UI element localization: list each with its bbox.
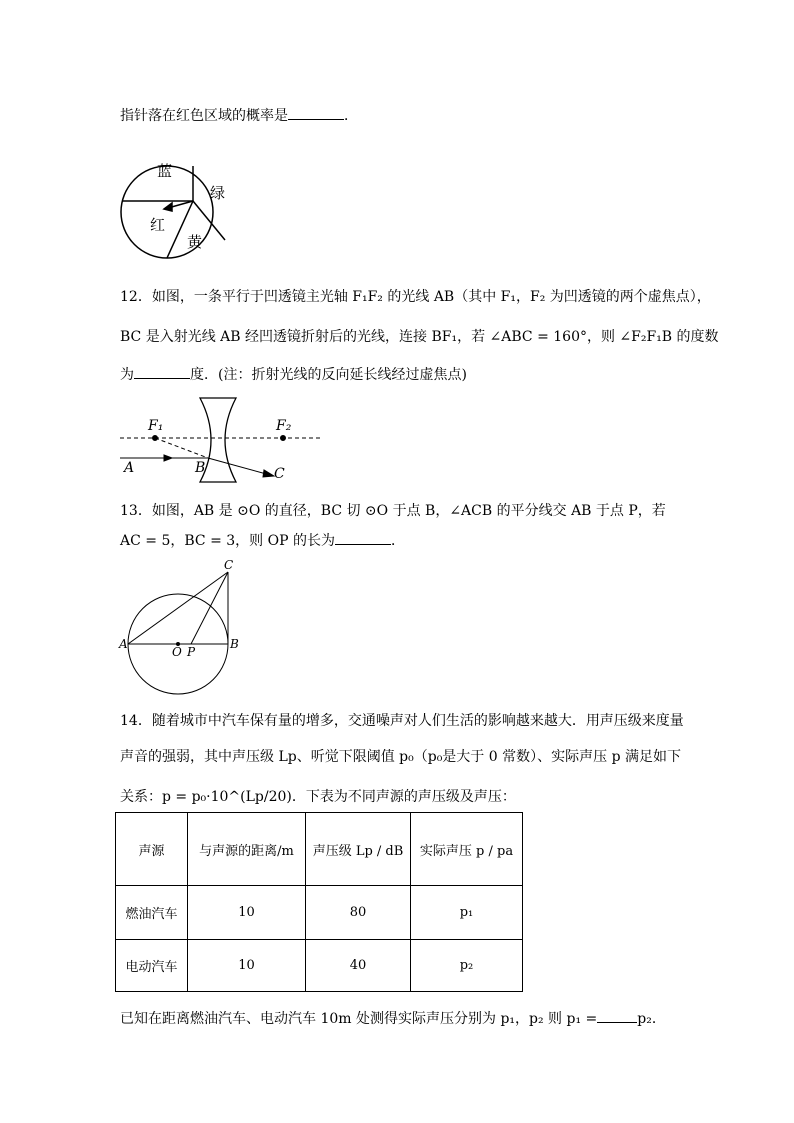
q13-line1: 13．如图，AB 是 ⊙O 的直径，BC 切 ⊙O 于点 B，∠ACB 的平分线交 AB 于点 P，若 (120, 503, 666, 519)
q11-text: 指针落在红色区域的概率是 (120, 108, 288, 124)
q14-line2: 声音的强弱，其中声压级 Lp、听觉下限阈值 p₀（p₀是大于 0 常数）、实际声压 p 满足如下 (120, 749, 681, 765)
table-header-row (116, 813, 523, 886)
label-A: A (124, 460, 135, 476)
label-F1: F₁ (148, 418, 164, 434)
cell: 80 (306, 886, 411, 940)
cell: p₂ (411, 940, 523, 992)
header-cell: 声压级 Lp / dB (306, 813, 411, 886)
q11-tail: 指针落在红色区域的概率是 ． (120, 108, 358, 124)
label-O: O (172, 645, 182, 659)
q12-line2: BC 是入射光线 AB 经凹透镜折射后的光线，连接 BF₁，若 ∠ABC = 160°，则 ∠F₂F₁B 的度数 (120, 329, 719, 345)
label-C: C (274, 466, 285, 482)
q14-footer (120, 1008, 666, 1028)
q12-line3 (120, 364, 467, 384)
header-cell: 声源 (116, 813, 188, 886)
spinner-pie (121, 166, 225, 258)
pie-label-blue: 蓝 (157, 162, 173, 180)
answer-blank (597, 1010, 637, 1023)
q12-text-b: 度．(注：折射光线的反向延长线经过虚焦点) (190, 367, 467, 383)
pie-label-green: 绿 (210, 184, 226, 202)
label-C2: C (224, 558, 234, 572)
label-F2: F₂ (276, 418, 292, 434)
pie-label-yellow: 黄 (187, 233, 203, 251)
sound-table (115, 812, 523, 992)
lens-diagram (120, 398, 322, 482)
cell: 电动汽车 (116, 940, 188, 992)
q14-line3: 关系：p = p₀·10^(Lp/20)．下表为不同声源的声压级及声压： (120, 789, 516, 805)
label-P: P (187, 645, 196, 659)
pie-label-red: 红 (150, 216, 166, 234)
header-cell: 与声源的距离/m (188, 813, 306, 886)
header-cell: 实际声压 p / pa (411, 813, 523, 886)
label-B: B (195, 460, 206, 476)
q14-footer-end: p₂． (637, 1011, 666, 1027)
cell: p₁ (411, 886, 523, 940)
answer-blank (134, 366, 190, 379)
circle-diagram (128, 572, 228, 694)
q14-line1: 14．随着城市中汽车保有量的增多，交通噪声对人们生活的影响越来越大．用声压级来度量 (120, 713, 684, 729)
cell: 10 (188, 886, 306, 940)
q14-footer-text: 已知在距离燃油汽车、电动汽车 10m 处测得实际声压分别为 p₁，p₂ 则 p₁ = (120, 1011, 598, 1027)
cell: 40 (306, 940, 411, 992)
label-B2: B (230, 637, 239, 651)
q12-line1: 12．如图，一条平行于凹透镜主光轴 F₁F₂ 的光线 AB（其中 F₁，F₂ 为凹透镜的两个虚焦点）， (120, 289, 711, 305)
table-row (116, 940, 523, 992)
label-A2: A (119, 637, 128, 651)
cell: 燃油汽车 (116, 886, 188, 940)
q13-text: AC = 5，BC = 3，则 OP 的长为 (120, 533, 335, 549)
answer-blank (335, 532, 391, 545)
q12-text-a: 为 (120, 367, 134, 383)
q13-line2: AC = 5，BC = 3，则 OP 的长为 ． (120, 533, 405, 549)
cell: 10 (188, 940, 306, 992)
table-row (116, 886, 523, 940)
